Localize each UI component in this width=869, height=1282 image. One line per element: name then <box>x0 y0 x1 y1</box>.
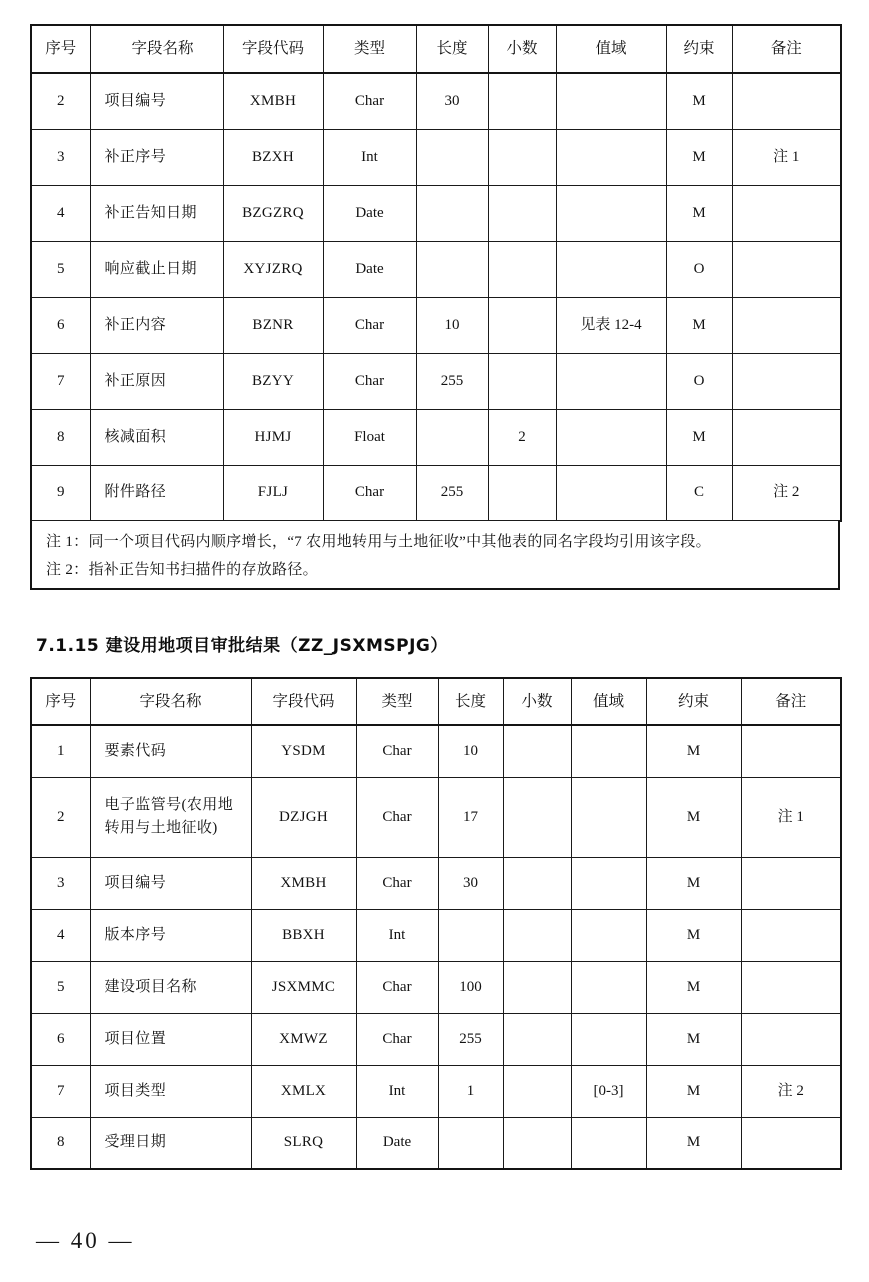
cell-field-name: 项目编号 <box>90 857 251 909</box>
cell-domain <box>556 129 666 185</box>
cell-seq: 4 <box>31 185 90 241</box>
cell-seq: 8 <box>31 409 90 465</box>
cell-domain <box>556 241 666 297</box>
cell-field-name-line1: 电子监管号(农用地 <box>104 796 234 813</box>
table-row <box>31 353 841 409</box>
cell-remark <box>741 725 841 777</box>
cell-decimal <box>488 185 556 241</box>
cell-remark <box>732 73 841 129</box>
cell-type: Date <box>323 185 416 241</box>
column-header-constraint: 约束 <box>666 25 732 73</box>
cell-length: 255 <box>416 353 488 409</box>
table-row <box>31 297 841 353</box>
cell-length <box>416 129 488 185</box>
cell-decimal <box>503 1013 571 1065</box>
column-header-field-code: 字段代码 <box>251 678 356 725</box>
note-line-1: 注 1：同一个项目代码内顺序增长，“7 农用地转用与土地征收”中其他表的同名字段均引用该字段。 <box>46 534 711 550</box>
cell-decimal <box>488 129 556 185</box>
cell-type: Char <box>356 725 438 777</box>
cell-length: 100 <box>438 961 503 1013</box>
cell-length <box>438 909 503 961</box>
cell-field-name: 建设项目名称 <box>90 961 251 1013</box>
table-row <box>31 1013 841 1065</box>
cell-length <box>416 241 488 297</box>
cell-domain <box>556 185 666 241</box>
cell-field-name: 补正告知日期 <box>90 185 223 241</box>
cell-field-code: HJMJ <box>223 409 323 465</box>
cell-constraint: M <box>646 1065 741 1117</box>
cell-seq: 6 <box>31 1013 90 1065</box>
cell-constraint: O <box>666 353 732 409</box>
cell-decimal <box>503 1117 571 1169</box>
cell-domain <box>571 857 646 909</box>
cell-type: Char <box>356 1013 438 1065</box>
cell-type: Char <box>323 465 416 521</box>
cell-length: 255 <box>438 1013 503 1065</box>
cell-constraint: M <box>666 73 732 129</box>
cell-domain: 见表 12-4 <box>556 297 666 353</box>
table-construction-land-approval-result <box>30 677 842 1170</box>
cell-seq: 4 <box>31 909 90 961</box>
column-header-decimal: 小数 <box>503 678 571 725</box>
cell-decimal <box>488 297 556 353</box>
cell-field-code: FJLJ <box>223 465 323 521</box>
cell-field-name: 项目类型 <box>90 1065 251 1117</box>
cell-domain <box>556 73 666 129</box>
cell-type: Date <box>323 241 416 297</box>
cell-decimal <box>503 961 571 1013</box>
column-header-remark: 备注 <box>732 25 841 73</box>
cell-field-code: SLRQ <box>251 1117 356 1169</box>
cell-remark: 注 1 <box>741 777 841 857</box>
cell-type: Char <box>323 353 416 409</box>
table-body <box>31 725 841 1169</box>
cell-field-name: 响应截止日期 <box>90 241 223 297</box>
column-header-length: 长度 <box>438 678 503 725</box>
cell-remark <box>741 961 841 1013</box>
cell-remark <box>732 185 841 241</box>
cell-constraint: M <box>646 1117 741 1169</box>
column-header-seq: 序号 <box>31 678 90 725</box>
cell-domain <box>556 409 666 465</box>
cell-seq: 2 <box>31 73 90 129</box>
cell-length: 17 <box>438 777 503 857</box>
cell-field-code: BZNR <box>223 297 323 353</box>
cell-decimal <box>488 241 556 297</box>
cell-seq: 7 <box>31 353 90 409</box>
cell-field-name: 附件路径 <box>90 465 223 521</box>
column-header-remark: 备注 <box>741 678 841 725</box>
cell-field-name: 项目编号 <box>90 73 223 129</box>
column-header-field-code: 字段代码 <box>223 25 323 73</box>
cell-decimal <box>488 353 556 409</box>
cell-seq: 8 <box>31 1117 90 1169</box>
cell-field-name: 补正内容 <box>90 297 223 353</box>
cell-decimal <box>503 909 571 961</box>
cell-field-code: JSXMMC <box>251 961 356 1013</box>
table-notes-block <box>30 520 840 590</box>
cell-type: Int <box>356 1065 438 1117</box>
cell-remark: 注 2 <box>741 1065 841 1117</box>
table-header-row <box>31 678 841 725</box>
table-row <box>31 409 841 465</box>
cell-decimal <box>488 73 556 129</box>
cell-constraint: M <box>666 297 732 353</box>
cell-field-name: 要素代码 <box>90 725 251 777</box>
cell-length: 10 <box>438 725 503 777</box>
table-row <box>31 777 841 857</box>
cell-decimal: 2 <box>488 409 556 465</box>
cell-decimal <box>503 725 571 777</box>
cell-constraint: M <box>646 909 741 961</box>
cell-constraint: C <box>666 465 732 521</box>
cell-field-code: BZXH <box>223 129 323 185</box>
cell-decimal <box>488 465 556 521</box>
cell-length: 255 <box>416 465 488 521</box>
cell-domain <box>571 1013 646 1065</box>
cell-type: Int <box>323 129 416 185</box>
cell-type: Char <box>356 777 438 857</box>
cell-constraint: M <box>646 725 741 777</box>
cell-field-name: 版本序号 <box>90 909 251 961</box>
column-header-type: 类型 <box>323 25 416 73</box>
cell-remark <box>732 297 841 353</box>
cell-type: Date <box>356 1117 438 1169</box>
cell-constraint: M <box>666 129 732 185</box>
cell-type: Char <box>323 297 416 353</box>
table-row <box>31 73 841 129</box>
cell-seq: 5 <box>31 961 90 1013</box>
table-row <box>31 465 841 521</box>
cell-field-name: 补正原因 <box>90 353 223 409</box>
table-body <box>31 73 841 521</box>
cell-domain <box>571 961 646 1013</box>
cell-constraint: M <box>646 961 741 1013</box>
cell-domain <box>571 725 646 777</box>
cell-decimal <box>503 1065 571 1117</box>
column-header-domain: 值域 <box>556 25 666 73</box>
cell-domain <box>571 909 646 961</box>
cell-field-code: XMBH <box>251 857 356 909</box>
cell-field-name-line2: 转用与土地征收) <box>104 820 218 836</box>
table-row <box>31 185 841 241</box>
cell-length: 10 <box>416 297 488 353</box>
column-header-length: 长度 <box>416 25 488 73</box>
cell-seq: 5 <box>31 241 90 297</box>
cell-field-code: XMBH <box>223 73 323 129</box>
cell-remark: 注 2 <box>732 465 841 521</box>
cell-domain <box>556 353 666 409</box>
cell-length: 30 <box>438 857 503 909</box>
column-header-seq: 序号 <box>31 25 90 73</box>
cell-field-name: 项目位置 <box>90 1013 251 1065</box>
column-header-field-name: 字段名称 <box>90 25 223 73</box>
cell-field-name <box>90 777 251 857</box>
cell-constraint: O <box>666 241 732 297</box>
cell-field-code: DZJGH <box>251 777 356 857</box>
cell-field-code: XMWZ <box>251 1013 356 1065</box>
column-header-domain: 值域 <box>571 678 646 725</box>
cell-type: Char <box>356 961 438 1013</box>
cell-seq: 9 <box>31 465 90 521</box>
cell-remark <box>741 857 841 909</box>
cell-remark <box>732 353 841 409</box>
column-header-type: 类型 <box>356 678 438 725</box>
column-header-constraint: 约束 <box>646 678 741 725</box>
cell-field-name: 补正序号 <box>90 129 223 185</box>
cell-field-code: BZYY <box>223 353 323 409</box>
cell-constraint: M <box>646 777 741 857</box>
table-row <box>31 241 841 297</box>
cell-field-code: XMLX <box>251 1065 356 1117</box>
cell-remark <box>732 409 841 465</box>
cell-length <box>416 185 488 241</box>
column-header-field-name: 字段名称 <box>90 678 251 725</box>
cell-type: Float <box>323 409 416 465</box>
section-heading: 7.1.15 建设用地项目审批结果（ZZ_JSXMSPJG） <box>36 636 448 656</box>
table-row <box>31 1117 841 1169</box>
cell-seq: 7 <box>31 1065 90 1117</box>
table-row <box>31 725 841 777</box>
note-line-2: 注 2：指补正告知书扫描件的存放路径。 <box>46 562 318 578</box>
cell-seq: 3 <box>31 129 90 185</box>
cell-remark <box>741 909 841 961</box>
table-row <box>31 857 841 909</box>
table-header-row <box>31 25 841 73</box>
table-row <box>31 909 841 961</box>
cell-constraint: M <box>666 409 732 465</box>
cell-type: Char <box>323 73 416 129</box>
cell-decimal <box>503 857 571 909</box>
cell-length: 1 <box>438 1065 503 1117</box>
cell-length: 30 <box>416 73 488 129</box>
cell-field-name: 受理日期 <box>90 1117 251 1169</box>
cell-constraint: M <box>646 857 741 909</box>
cell-remark <box>741 1117 841 1169</box>
cell-seq: 6 <box>31 297 90 353</box>
cell-domain <box>571 777 646 857</box>
table-row <box>31 129 841 185</box>
cell-domain <box>571 1117 646 1169</box>
cell-remark <box>741 1013 841 1065</box>
cell-length <box>438 1117 503 1169</box>
cell-field-code: XYJZRQ <box>223 241 323 297</box>
cell-constraint: M <box>646 1013 741 1065</box>
cell-type: Int <box>356 909 438 961</box>
cell-field-code: BZGZRQ <box>223 185 323 241</box>
cell-type: Char <box>356 857 438 909</box>
cell-field-code: YSDM <box>251 725 356 777</box>
table-row <box>31 961 841 1013</box>
cell-seq: 2 <box>31 777 90 857</box>
cell-field-code: BBXH <box>251 909 356 961</box>
cell-remark: 注 1 <box>732 129 841 185</box>
cell-constraint: M <box>666 185 732 241</box>
cell-decimal <box>503 777 571 857</box>
cell-domain: [0-3] <box>571 1065 646 1117</box>
cell-remark <box>732 241 841 297</box>
cell-seq: 3 <box>31 857 90 909</box>
cell-length <box>416 409 488 465</box>
column-header-decimal: 小数 <box>488 25 556 73</box>
table-row <box>31 1065 841 1117</box>
cell-domain <box>556 465 666 521</box>
cell-field-name: 核减面积 <box>90 409 223 465</box>
page-number: — 40 — <box>36 1228 135 1253</box>
table-correction-notice <box>30 24 842 522</box>
cell-seq: 1 <box>31 725 90 777</box>
